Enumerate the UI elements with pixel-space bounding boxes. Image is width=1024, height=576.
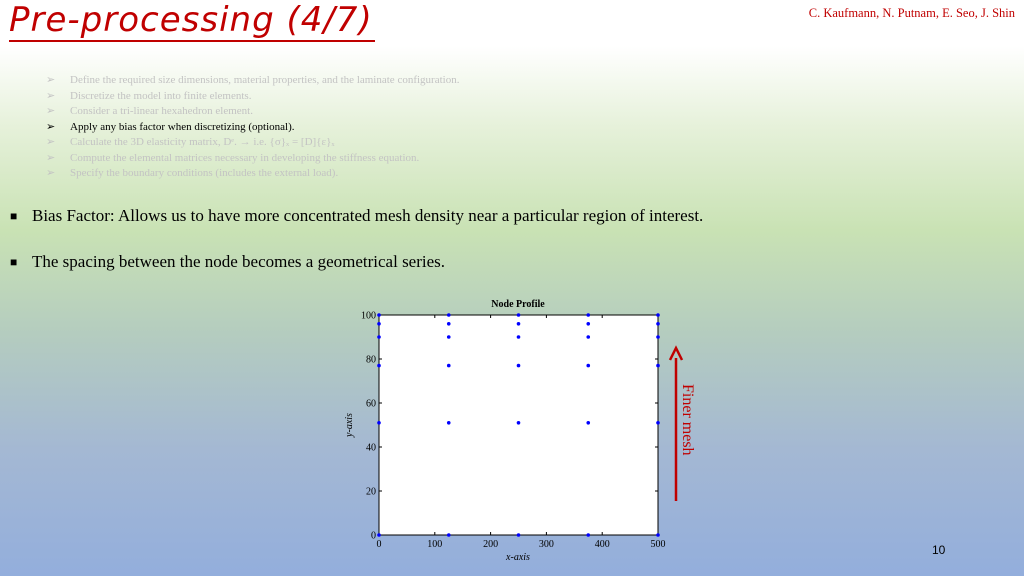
node-point: [517, 533, 521, 537]
node-point: [447, 322, 451, 326]
bullet-item: [10, 205, 703, 227]
x-tick-label: 400: [594, 539, 610, 550]
arrow-bullet-icon: ➢: [46, 151, 56, 164]
y-tick-label: 0: [371, 530, 376, 542]
arrow-bullet-icon: ➢: [46, 136, 56, 148]
node-point: [586, 322, 590, 326]
outline-item-text: Apply any bias factor when discretizing (optional).: [70, 120, 295, 133]
finer-mesh-label: Finer mesh: [679, 384, 696, 456]
node-point: [377, 533, 381, 537]
node-point: [656, 313, 660, 317]
node-point: [586, 533, 590, 537]
node-point: [656, 364, 660, 368]
outline-item: [46, 73, 459, 89]
outline-item: [46, 89, 459, 105]
node-point: [447, 421, 451, 425]
x-axis-label: x-axis: [506, 552, 530, 563]
outline-item-text: Discretize the model into finite elements.: [70, 89, 252, 102]
y-tick-label: 100: [361, 310, 376, 322]
outline-item: [46, 166, 459, 182]
outline-list: [46, 73, 459, 182]
node-point: [377, 421, 381, 425]
page-number: 10: [932, 543, 946, 557]
bullet-text: Bias Factor: Allows us to have more concentrated mesh density near a particular region of interest.: [32, 206, 704, 225]
x-tick-label: 100: [427, 539, 443, 550]
outline-item-text: Calculate the 3D elasticity matrix, Dᵉ. → i.e. {σ}ₓ = [D]{ε}ₓ: [70, 136, 335, 148]
x-tick-label: 200: [483, 539, 499, 550]
square-bullet-icon: ■: [10, 209, 18, 223]
outline-item-text: Compute the elemental matrices necessary in developing the stiffness equation.: [70, 151, 420, 164]
node-point: [517, 335, 521, 339]
node-point: [586, 364, 590, 368]
node-point: [656, 533, 660, 537]
node-profile-chart: [330, 292, 670, 570]
node-point: [447, 335, 451, 339]
node-point: [517, 322, 521, 326]
x-tick-label: 300: [538, 539, 554, 550]
y-tick-label: 20: [366, 486, 376, 498]
arrow-bullet-icon: ➢: [46, 89, 56, 102]
outline-item: [46, 151, 459, 167]
y-tick-label: 80: [366, 354, 376, 366]
arrow-bullet-icon: ➢: [46, 120, 56, 133]
node-point: [377, 364, 381, 368]
y-tick-label: 40: [366, 442, 376, 454]
node-point: [447, 533, 451, 537]
node-point: [517, 421, 521, 425]
node-point: [586, 335, 590, 339]
node-point: [517, 313, 521, 317]
node-point: [586, 313, 590, 317]
node-point: [586, 421, 590, 425]
plot-area: [379, 315, 658, 535]
authors-text: C. Kaufmann, N. Putnam, E. Seo, J. Shin: [808, 6, 1015, 20]
outline-item-text: Consider a tri-linear hexahedron element.: [70, 105, 253, 117]
bullet-text: The spacing between the node becomes a geometrical series.: [32, 252, 446, 271]
node-point: [656, 421, 660, 425]
y-tick-label: 60: [366, 398, 376, 410]
node-point: [656, 322, 660, 326]
arrow-bullet-icon: ➢: [46, 74, 56, 86]
arrow-bullet-icon: ➢: [46, 105, 56, 117]
slide-title: Pre-processing (4/7): [9, 0, 373, 40]
node-point: [377, 313, 381, 317]
outline-item-active: [46, 120, 459, 136]
y-axis-label: y-axis: [344, 413, 355, 437]
outline-item: [46, 135, 459, 151]
outline-item: [46, 104, 459, 120]
node-point: [517, 364, 521, 368]
node-point: [447, 364, 451, 368]
bullet-item: [10, 251, 703, 273]
node-point: [377, 335, 381, 339]
x-tick-label: 0: [376, 539, 382, 550]
outline-item-text: Define the required size dimensions, material properties, and the laminate configuration.: [70, 74, 460, 86]
x-tick-label: 500: [650, 539, 666, 550]
outline-item-text: Specify the boundary conditions (includes the external load).: [70, 167, 339, 179]
arrow-bullet-icon: ➢: [46, 167, 56, 179]
bullet-list: [10, 205, 703, 297]
node-point: [656, 335, 660, 339]
chart-title: Node Profile: [491, 299, 545, 310]
node-point: [377, 322, 381, 326]
node-point: [447, 313, 451, 317]
square-bullet-icon: ■: [10, 255, 18, 269]
